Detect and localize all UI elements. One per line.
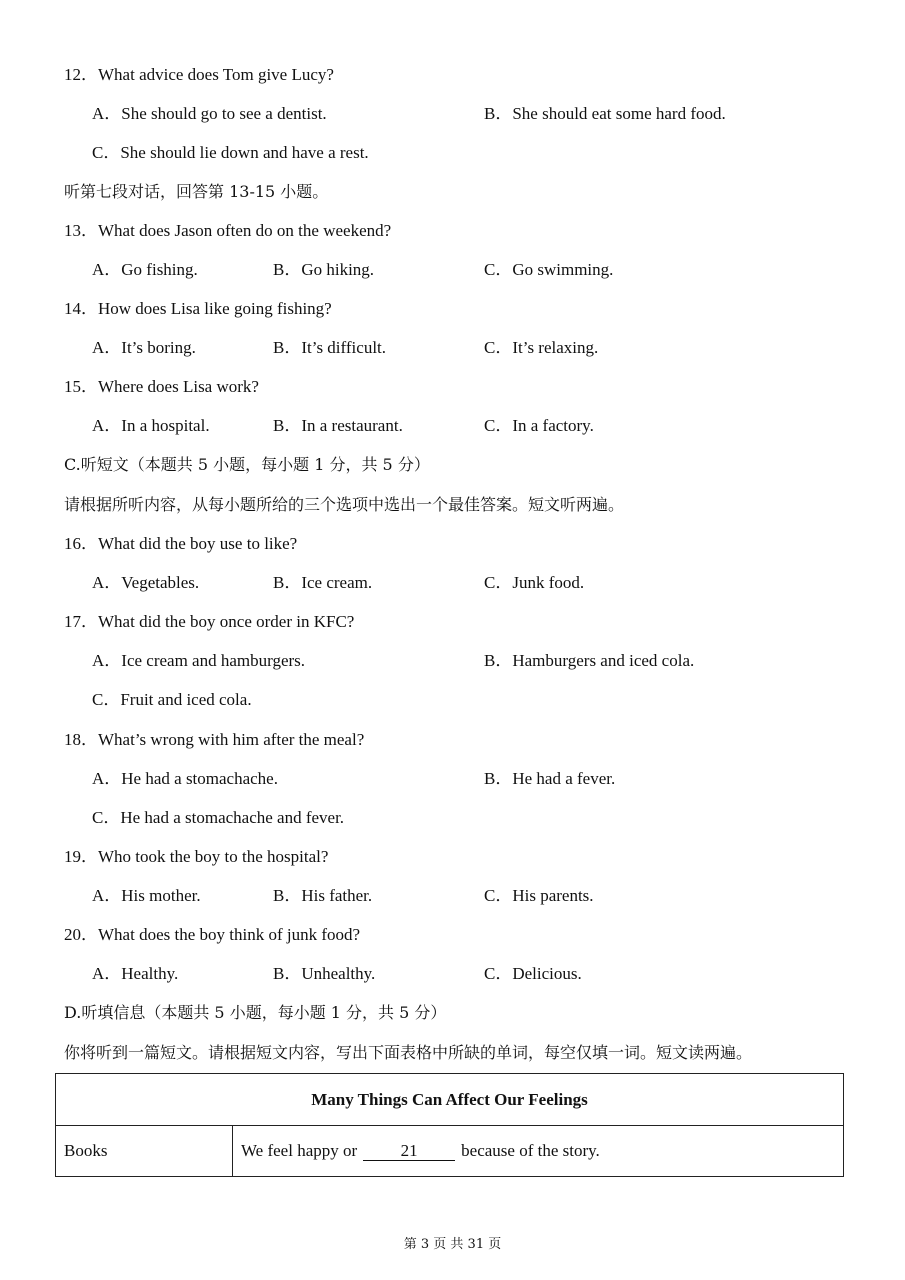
q13-option-c: C．Go swimming. (484, 260, 614, 279)
q19-option-a: A．His mother. (92, 886, 201, 905)
row-label-books: Books (56, 1126, 233, 1177)
question-19: 19．Who took the boy to the hospital? (64, 847, 329, 866)
q16-option-c: C．Junk food. (484, 573, 585, 592)
q13-option-b: B．Go hiking. (273, 260, 375, 279)
q18-option-a: A．He had a stomachache. (92, 769, 278, 788)
q20-option-b: B．Unhealthy. (273, 964, 376, 983)
q20-option-a: A．Healthy. (92, 964, 179, 983)
row-text-after: because of the story. (461, 1141, 600, 1160)
dialogue-7-instruction: 听第七段对话，回答第 13-15 小题。 (64, 182, 329, 201)
row-content (233, 1126, 844, 1177)
q13-option-a: A．Go fishing. (92, 260, 198, 279)
q14-option-c: C．It’s relaxing. (484, 338, 599, 357)
section-c-title: C.听短文（本题共 5 小题，每小题 1 分，共 5 分） (64, 455, 430, 474)
q20-option-c: C．Delicious. (484, 964, 582, 983)
q16-option-b: B．Ice cream. (273, 573, 373, 592)
q18-option-c: C．He had a stomachache and fever. (92, 808, 345, 827)
feelings-table (55, 1073, 844, 1177)
blank-21: 21 (363, 1142, 455, 1161)
q15-option-b: B．In a restaurant. (273, 416, 403, 435)
q12-option-a: A．She should go to see a dentist. (92, 104, 327, 123)
question-13: 13．What does Jason often do on the weekend? (64, 221, 392, 240)
section-d-title: D.听填信息（本题共 5 小题，每小题 1 分，共 5 分） (64, 1003, 447, 1022)
q15-option-a: A．In a hospital. (92, 416, 210, 435)
q17-option-b: B．Hamburgers and iced cola. (484, 651, 695, 670)
q16-option-a: A．Vegetables. (92, 573, 200, 592)
q12-option-b: B．She should eat some hard food. (484, 104, 726, 123)
q19-option-b: B．His father. (273, 886, 373, 905)
q19-option-c: C．His parents. (484, 886, 594, 905)
question-17: 17．What did the boy once order in KFC? (64, 612, 355, 631)
question-18: 18．What’s wrong with him after the meal? (64, 730, 365, 749)
q17-option-c: C．Fruit and iced cola. (92, 690, 252, 709)
row-text-before: We feel happy or (241, 1141, 358, 1160)
page-footer: 第 3 页 共 31 页 (403, 1237, 502, 1252)
section-d-instruction: 你将听到一篇短文。请根据短文内容，写出下面表格中所缺的单词，每空仅填一词。短文读两遍。 (64, 1043, 753, 1062)
question-12: 12．What advice does Tom give Lucy? (64, 65, 334, 84)
q12-option-c: C．She should lie down and have a rest. (92, 143, 369, 162)
table-row (56, 1126, 844, 1177)
question-16: 16．What did the boy use to like? (64, 534, 298, 553)
q18-option-b: B．He had a fever. (484, 769, 616, 788)
question-14: 14．How does Lisa like going fishing? (64, 299, 332, 318)
q14-option-a: A．It’s boring. (92, 338, 196, 357)
q17-option-a: A．Ice cream and hamburgers. (92, 651, 306, 670)
question-20: 20．What does the boy think of junk food? (64, 925, 361, 944)
section-c-instruction: 请根据所听内容，从每小题所给的三个选项中选出一个最佳答案。短文听两遍。 (64, 495, 625, 514)
table-title: Many Things Can Affect Our Feelings (56, 1074, 844, 1126)
q14-option-b: B．It’s difficult. (273, 338, 387, 357)
q15-option-c: C．In a factory. (484, 416, 594, 435)
question-15: 15．Where does Lisa work? (64, 377, 259, 396)
